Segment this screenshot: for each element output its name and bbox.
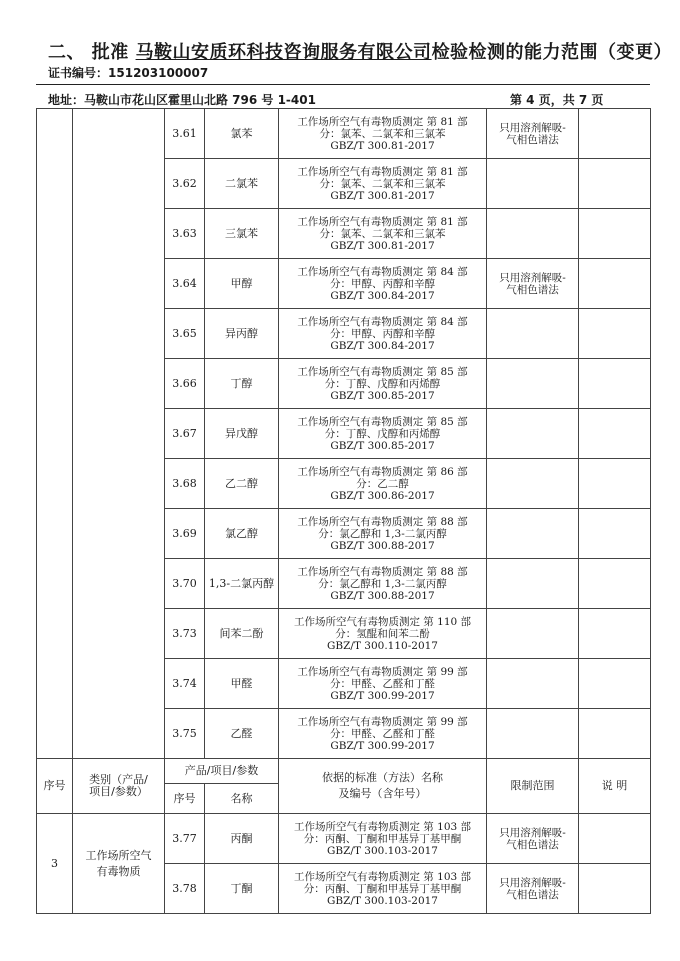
item-note: [579, 159, 651, 209]
item-limit: [487, 359, 579, 409]
item-name: 甲醇: [205, 259, 279, 309]
item-name: 氯乙醇: [205, 509, 279, 559]
cert-value: 151203100007: [108, 66, 209, 80]
group-category-cell: [73, 109, 165, 759]
limit-line2: 气相色谱法: [506, 283, 559, 296]
limit-line2: 气相色谱法: [506, 838, 559, 851]
header-limit: 限制范围: [487, 759, 579, 814]
item-note: [579, 309, 651, 359]
standard-line2: 分：甲醇、丙醇和辛醇: [330, 277, 435, 290]
item-standard: [279, 109, 487, 159]
item-note: [579, 609, 651, 659]
item-standard: [279, 559, 487, 609]
item-name: 氯苯: [205, 109, 279, 159]
item-number: 3.67: [165, 409, 205, 459]
standard-line2: 分：氢醌和间苯二酚: [335, 627, 430, 640]
standard-line1: 工作场所空气有毒物质测定 第 99 部: [297, 665, 468, 678]
item-name: 乙醛: [205, 709, 279, 759]
item-standard: [279, 814, 487, 864]
item-name: 1,3-二氯丙醇: [205, 559, 279, 609]
standard-line3: GBZ/T 300.81-2017: [330, 239, 435, 252]
header-seq: 序号: [37, 759, 73, 814]
standard-line1: 工作场所空气有毒物质测定 第 81 部: [297, 215, 468, 228]
group-seq: 3: [51, 856, 58, 870]
standard-line1: 工作场所空气有毒物质测定 第 88 部: [297, 565, 468, 578]
standard-line2: 分：丙酮、丁酮和甲基异丁基甲酮: [303, 882, 462, 895]
standard-line3: GBZ/T 300.85-2017: [330, 439, 435, 452]
header-standard: [279, 759, 487, 814]
standard-line3: GBZ/T 300.81-2017: [330, 139, 435, 152]
item-standard: [279, 864, 487, 914]
item-number: 3.64: [165, 259, 205, 309]
standard-line3: GBZ/T 300.88-2017: [330, 539, 435, 552]
title-suffix: 检验检测的能力范围（变更）: [431, 42, 673, 63]
standard-line2: 分：氯苯、二氯苯和三氯苯: [319, 127, 446, 140]
item-number: 3.78: [165, 864, 205, 914]
item-note: [579, 259, 651, 309]
item-limit: [487, 814, 579, 864]
item-name: 丁醇: [205, 359, 279, 409]
standard-line2: 分：甲醛、乙醛和丁醛: [330, 677, 435, 690]
item-limit: [487, 159, 579, 209]
standard-line1: 工作场所空气有毒物质测定 第 103 部: [293, 820, 472, 833]
standard-line2: 分：甲醛、乙醛和丁醛: [330, 727, 435, 740]
title-organization: 马鞍山安质环科技咨询服务有限公司: [135, 42, 432, 63]
header-sub-name: 名称: [205, 784, 279, 814]
standard-line3: GBZ/T 300.103-2017: [327, 844, 438, 857]
item-name: 丙酮: [205, 814, 279, 864]
page-info: 第 4 页，共 7 页: [510, 93, 604, 107]
item-standard: [279, 459, 487, 509]
standard-line2: 分：乙二醇: [356, 477, 409, 490]
capability-table: [36, 108, 651, 914]
standard-line2: 分：氯乙醇和 1,3-二氯丙醇: [318, 577, 447, 590]
header-sub-seq: 序号: [165, 784, 205, 814]
item-name: 三氯苯: [205, 209, 279, 259]
item-number: 3.73: [165, 609, 205, 659]
item-note: [579, 814, 651, 864]
item-limit: [487, 509, 579, 559]
item-standard: [279, 159, 487, 209]
standard-line3: GBZ/T 300.84-2017: [330, 289, 435, 302]
item-limit: [487, 709, 579, 759]
standard-line1: 工作场所空气有毒物质测定 第 81 部: [297, 165, 468, 178]
item-standard: [279, 359, 487, 409]
standard-line3: GBZ/T 300.99-2017: [330, 739, 435, 752]
standard-line2: 分：甲醇、丙醇和辛醇: [330, 327, 435, 340]
item-note: [579, 109, 651, 159]
header-divider: [36, 84, 650, 85]
header-standard-line2: 及编号（含年号）: [338, 787, 427, 800]
standard-line2: 分：丁醇、戊醇和丙烯醇: [324, 377, 441, 390]
item-limit: [487, 309, 579, 359]
standard-line3: GBZ/T 300.99-2017: [330, 689, 435, 702]
item-note: [579, 559, 651, 609]
group-category-line2: 有毒物质: [96, 864, 141, 878]
item-standard: [279, 609, 487, 659]
item-number: 3.68: [165, 459, 205, 509]
item-name: 间苯二酚: [205, 609, 279, 659]
certificate-number: [48, 64, 208, 81]
standard-line2: 分：氯苯、二氯苯和三氯苯: [319, 177, 446, 190]
group-seq-cell: [37, 814, 73, 914]
standard-line3: GBZ/T 300.110-2017: [327, 639, 438, 652]
item-number: 3.66: [165, 359, 205, 409]
item-limit: [487, 109, 579, 159]
standard-line1: 工作场所空气有毒物质测定 第 103 部: [293, 870, 472, 883]
header-product: 产品/项目/参数: [165, 759, 279, 784]
item-number: 3.65: [165, 309, 205, 359]
item-number: 3.77: [165, 814, 205, 864]
cert-label: 证书编号：: [48, 66, 109, 80]
table-row: [37, 814, 651, 864]
header-category-line1: 类别（产品/: [89, 773, 148, 786]
item-standard: [279, 409, 487, 459]
item-note: [579, 409, 651, 459]
item-limit: [487, 209, 579, 259]
item-limit: [487, 864, 579, 914]
standard-line3: GBZ/T 300.81-2017: [330, 189, 435, 202]
standard-line3: GBZ/T 300.86-2017: [330, 489, 435, 502]
item-name: 甲醛: [205, 659, 279, 709]
item-note: [579, 864, 651, 914]
item-limit: [487, 259, 579, 309]
item-note: [579, 209, 651, 259]
item-name: 异戊醇: [205, 409, 279, 459]
standard-line2: 分：丙酮、丁酮和甲基异丁基甲酮: [303, 832, 462, 845]
item-number: 3.69: [165, 509, 205, 559]
item-name: 乙二醇: [205, 459, 279, 509]
group-category-line1: 工作场所空气: [85, 848, 152, 862]
table-row: [37, 109, 651, 159]
item-note: [579, 509, 651, 559]
item-limit: [487, 659, 579, 709]
standard-line1: 工作场所空气有毒物质测定 第 84 部: [297, 315, 468, 328]
standard-line3: GBZ/T 300.85-2017: [330, 389, 435, 402]
item-limit: [487, 409, 579, 459]
standard-line3: GBZ/T 300.84-2017: [330, 339, 435, 352]
item-limit: [487, 609, 579, 659]
standard-line2: 分：氯乙醇和 1,3-二氯丙醇: [318, 527, 447, 540]
group-category-cell: [73, 814, 165, 914]
item-standard: [279, 309, 487, 359]
item-limit: [487, 559, 579, 609]
item-number: 3.70: [165, 559, 205, 609]
limit-line2: 气相色谱法: [506, 133, 559, 146]
item-limit: [487, 459, 579, 509]
standard-line1: 工作场所空气有毒物质测定 第 85 部: [297, 365, 468, 378]
limit-line1: 只用溶剂解吸-: [499, 876, 566, 889]
title-prefix: 二、 批准: [48, 42, 129, 63]
header-note: 说 明: [579, 759, 651, 814]
item-number: 3.74: [165, 659, 205, 709]
standard-line3: GBZ/T 300.103-2017: [327, 894, 438, 907]
item-standard: [279, 509, 487, 559]
standard-line1: 工作场所空气有毒物质测定 第 86 部: [297, 465, 468, 478]
item-number: 3.62: [165, 159, 205, 209]
item-note: [579, 659, 651, 709]
item-number: 3.75: [165, 709, 205, 759]
document-title: [48, 38, 672, 64]
item-number: 3.63: [165, 209, 205, 259]
item-standard: [279, 209, 487, 259]
item-name: 异丙醇: [205, 309, 279, 359]
standard-line1: 工作场所空气有毒物质测定 第 99 部: [297, 715, 468, 728]
header-category-line2: 项目/参数）: [89, 785, 148, 798]
standard-line1: 工作场所空气有毒物质测定 第 85 部: [297, 415, 468, 428]
table-header-row: [37, 759, 651, 784]
limit-line1: 只用溶剂解吸-: [499, 121, 566, 134]
standard-line1: 工作场所空气有毒物质测定 第 81 部: [297, 115, 468, 128]
standard-line2: 分：氯苯、二氯苯和三氯苯: [319, 227, 446, 240]
standard-line1: 工作场所空气有毒物质测定 第 88 部: [297, 515, 468, 528]
item-note: [579, 359, 651, 409]
header-standard-line1: 依据的标准（方法）名称: [322, 771, 443, 784]
standard-line3: GBZ/T 300.88-2017: [330, 589, 435, 602]
standard-line1: 工作场所空气有毒物质测定 第 110 部: [293, 615, 472, 628]
item-name: 丁酮: [205, 864, 279, 914]
group-seq-cell: [37, 109, 73, 759]
limit-line2: 气相色谱法: [506, 888, 559, 901]
item-standard: [279, 659, 487, 709]
standard-line1: 工作场所空气有毒物质测定 第 84 部: [297, 265, 468, 278]
limit-line1: 只用溶剂解吸-: [499, 826, 566, 839]
item-name: 二氯苯: [205, 159, 279, 209]
item-note: [579, 459, 651, 509]
item-standard: [279, 259, 487, 309]
header-category: [73, 759, 165, 814]
limit-line1: 只用溶剂解吸-: [499, 271, 566, 284]
item-standard: [279, 709, 487, 759]
standard-line2: 分：丁醇、戊醇和丙烯醇: [324, 427, 441, 440]
address: 地址：马鞍山市花山区霍里山北路 796 号 1-401: [48, 93, 316, 107]
item-note: [579, 709, 651, 759]
item-number: 3.61: [165, 109, 205, 159]
